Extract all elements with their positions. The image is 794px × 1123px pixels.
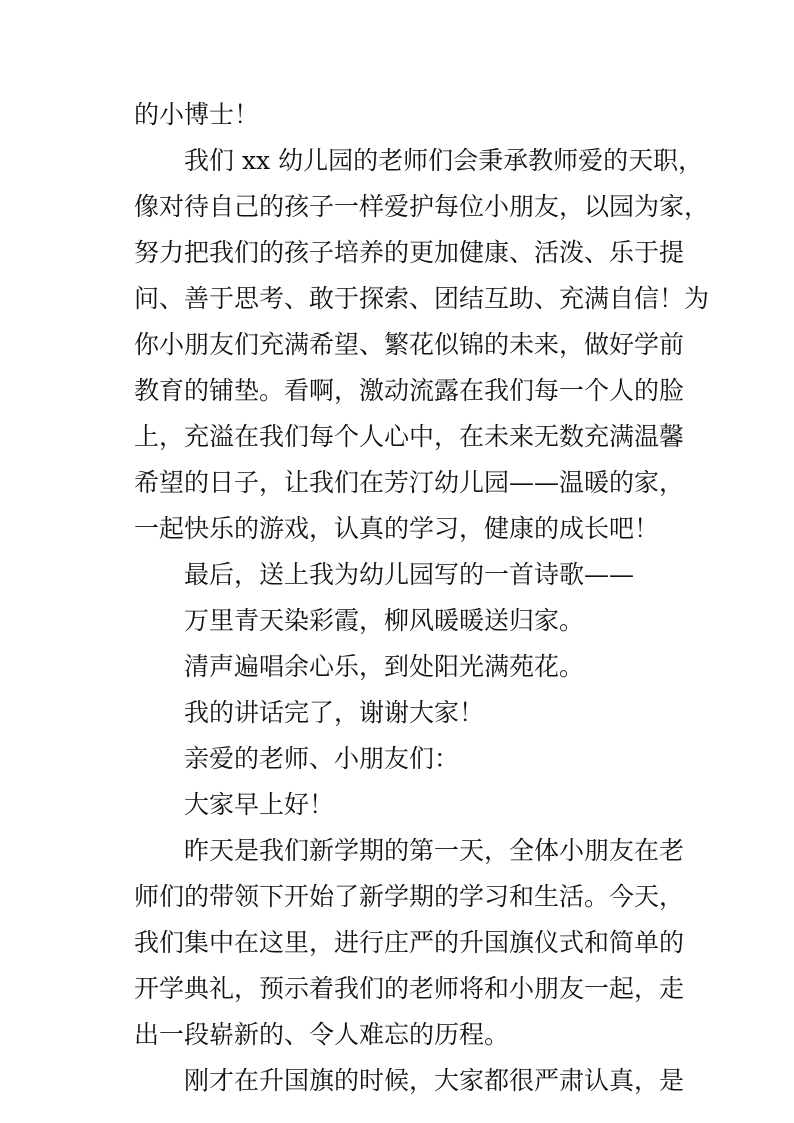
paragraph-start-line: 我们 xx 幼儿园的老师们会秉承教师爱的天职， — [184, 146, 704, 175]
text-line: 开学典礼，预示着我们的老师将和小朋友一起，走 — [134, 974, 685, 1003]
text-line: 上，充溢在我们每个人心中，在未来无数充满温馨 — [134, 422, 685, 451]
greeting-line: 大家早上好！ — [184, 790, 335, 819]
text-line: 我们集中在这里，进行庄严的升国旗仪式和简单的 — [134, 928, 685, 957]
text-line: 你小朋友们充满希望、繁花似锦的未来，做好学前 — [134, 330, 685, 359]
text-line: 像对待自己的孩子一样爱护每位小朋友，以园为家， — [134, 192, 710, 221]
paragraph-start-line: 最后，送上我为幼儿园写的一首诗歌—— — [184, 560, 635, 589]
poem-line: 清声遍唱余心乐，到处阳光满苑花。 — [184, 652, 585, 681]
text-line: 师们的带领下开始了新学期的学习和生活。今天， — [134, 882, 685, 911]
closing-line: 我的讲话完了，谢谢大家！ — [184, 698, 485, 727]
text-line: 问、善于思考、敢于探索、团结互助、充满自信！为 — [134, 284, 710, 313]
text-line: 的小博士！ — [134, 100, 260, 129]
paragraph-start-line: 刚才在升国旗的时候，大家都很严肃认真，是 — [184, 1066, 685, 1095]
text-line: 希望的日子，让我们在芳汀幼儿园——温暖的家， — [134, 468, 685, 497]
salutation-line: 亲爱的老师、小朋友们： — [184, 744, 460, 773]
poem-line: 万里青天染彩霞，柳风暖暖送归家。 — [184, 606, 585, 635]
text-line: 教育的铺垫。看啊，激动流露在我们每一个人的脸 — [134, 376, 685, 405]
paragraph-start-line: 昨天是我们新学期的第一天，全体小朋友在老 — [184, 836, 685, 865]
document-page — [134, 92, 710, 1104]
text-line: 努力把我们的孩子培养的更加健康、活泼、乐于提 — [134, 238, 685, 267]
text-line: 出一段崭新的、令人难忘的历程。 — [134, 1020, 510, 1049]
text-line: 一起快乐的游戏，认真的学习，健康的成长吧！ — [134, 514, 660, 543]
